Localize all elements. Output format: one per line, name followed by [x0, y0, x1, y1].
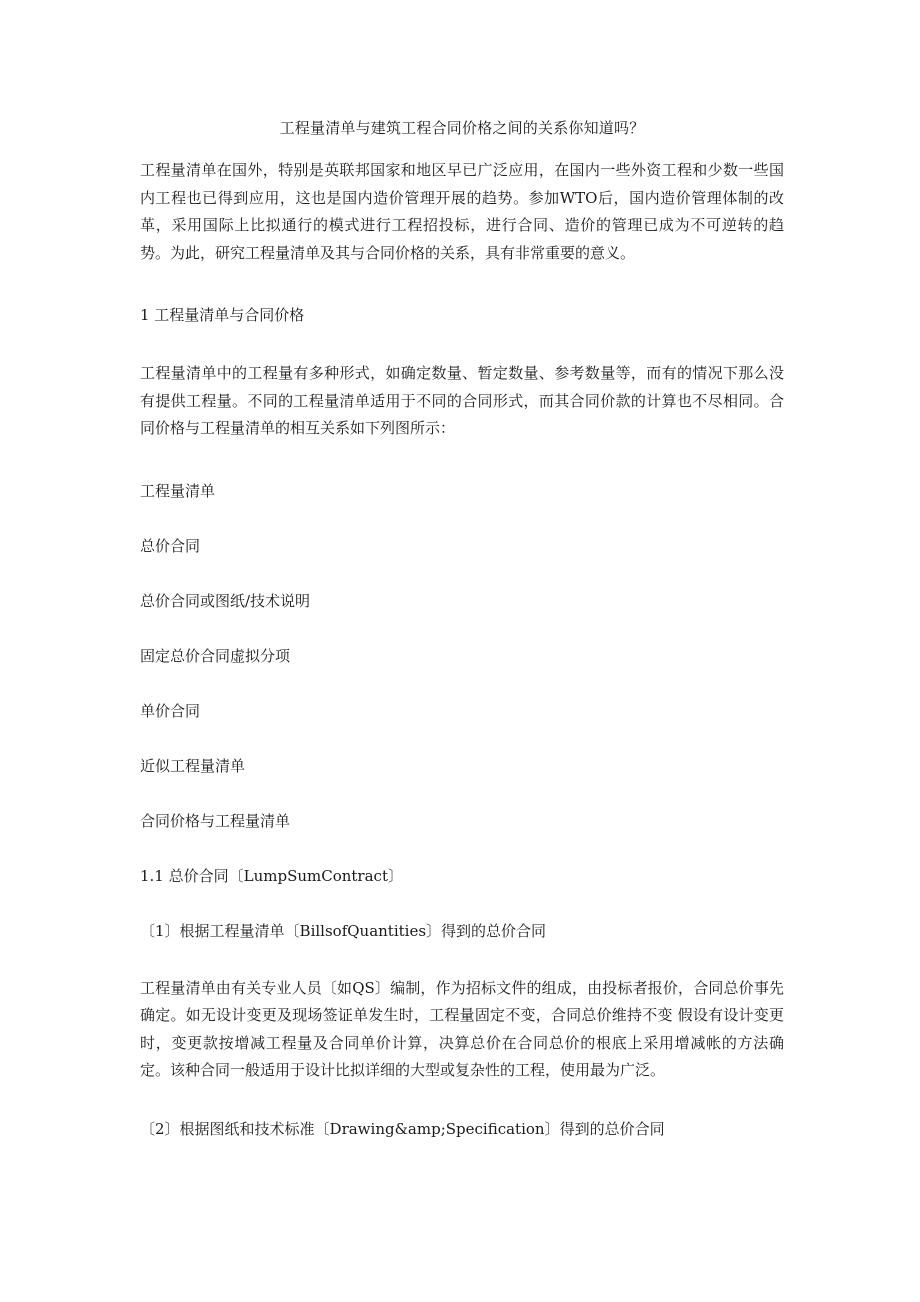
item-2-heading: 〔2〕根据图纸和技术标准〔Drawing&amp;Specification〕得到的总价合同: [140, 1119, 665, 1138]
diagram-item-contract-price: 合同价格与工程量清单: [140, 811, 291, 830]
item-1-paragraph: 工程量清单由有关专业人员〔如QS〕编制，作为招标文件的组成，由投标者报价，合同总价事先确定。如无设计变更及现场签证单发生时，工程量固定不变，合同总价维持不变 假设有设计变更时，变更款按增减工程量及合同单价计算，决算总价在合同总价的根底上采用增减帐的方法确定。该种合同一般适用于设计比拟详细的大型或复杂性的工程，使用最为广泛。: [140, 978, 784, 1079]
document-title: 工程量清单与建筑工程合同价格之间的关系你知道吗？: [279, 119, 645, 137]
diagram-item-fixed-lump-sum: 固定总价合同虚拟分项: [140, 646, 291, 665]
document-page: [140, 118, 784, 1139]
diagram-item-lump-sum: 总价合同: [140, 536, 201, 555]
diagram-item-unit-price: 单价合同: [140, 701, 201, 720]
section-1-paragraph: 工程量清单中的工程量有多种形式，如确定数量、暂定数量、参考数量等，而有的情况下那么没有提供工程量。不同的工程量清单适用于不同的合同形式，而其合同价款的计算也不尽相同。合同价格与工程量清单的相互关系如下列图所示：: [140, 364, 784, 437]
item-1-heading: 〔1〕根据工程量清单〔BillsofQuantities〕得到的总价合同: [140, 921, 547, 940]
section-1-heading: 1 工程量清单与合同价格: [140, 306, 305, 324]
intro-paragraph: 工程量清单在国外，特别是英联邦国家和地区早已广泛应用，在国内一些外资工程和少数一些国内工程也已得到应用，这也是国内造价管理开展的趋势。参加WTO后，国内造价管理体制的改革，采用国际上比拟通行的模式进行工程招投标，进行合同、造价的管理已成为不可逆转的趋势。为此，研究工程量清单及其与合同价格的关系，具有非常重要的意义。: [140, 161, 784, 262]
diagram-item-bill-of-quantities: 工程量清单: [140, 481, 216, 500]
diagram-item-approximate-quantities: 近似工程量清单: [140, 756, 246, 775]
diagram-item-lump-sum-or-drawings: 总价合同或图纸/技术说明: [140, 591, 311, 610]
section-1-1-heading: 1.1 总价合同〔LumpSumContract〕: [140, 866, 403, 885]
